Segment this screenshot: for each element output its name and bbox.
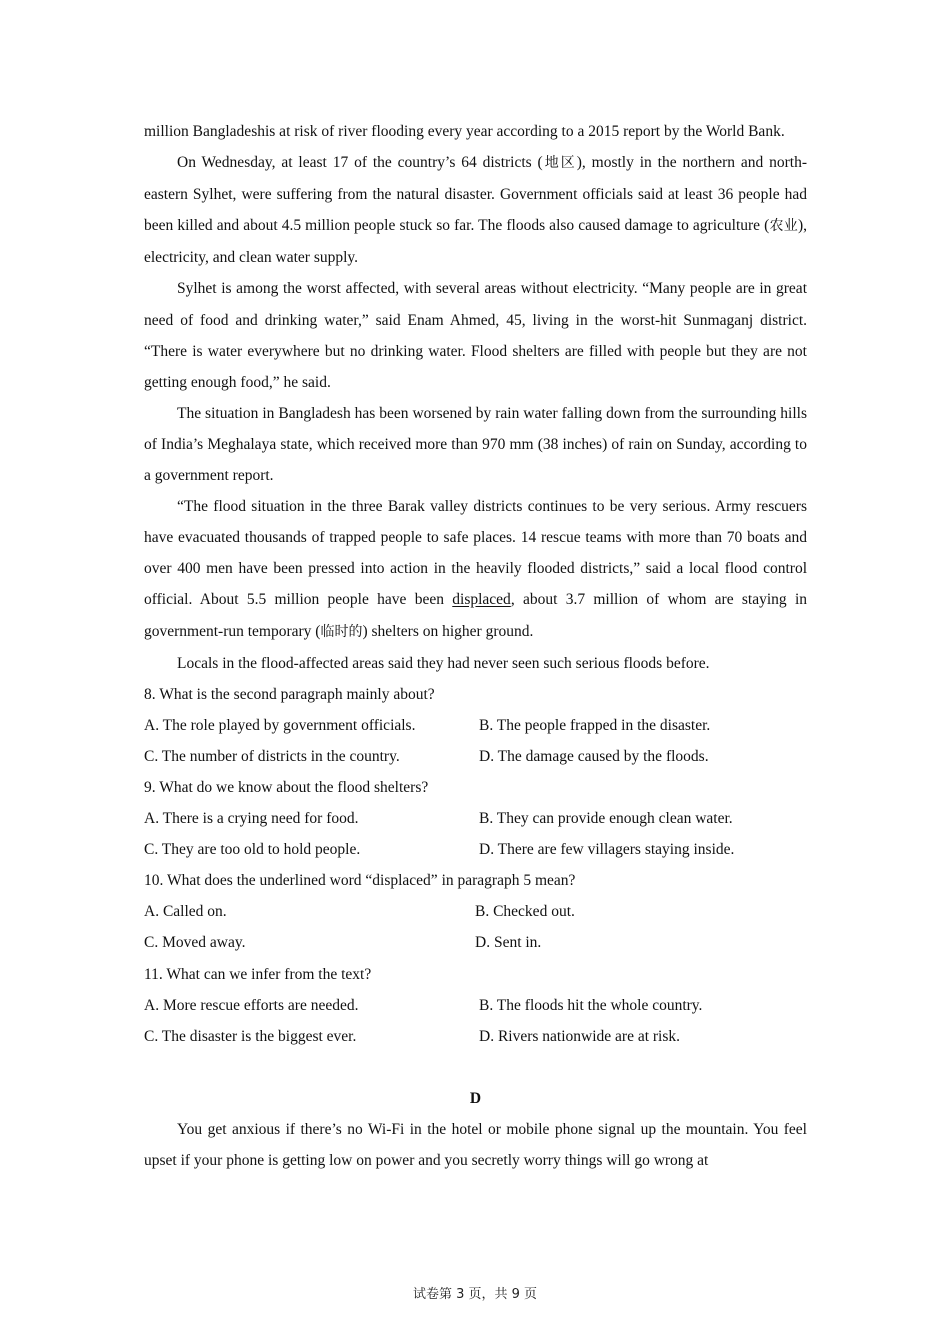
text-span: On Wednesday, at least 17 of the country’s 64 districts ( <box>177 154 543 172</box>
option-b: B. They can provide enough clean water. <box>479 810 733 828</box>
option-d: D. There are few villagers staying inside. <box>479 841 735 859</box>
question-stem: 9. What do we know about the flood shelters? <box>144 778 429 796</box>
passage-c-paragraph-2 <box>144 147 807 273</box>
chinese-gloss: 临时的 <box>320 623 363 640</box>
passage-d-title: D <box>469 1089 482 1107</box>
text-span: “The flood situation in the three Barak valley districts continues to be very serious. Army rescuers have evacuated thousands of trapped people to safe places. 14 rescue teams with more than 70 boats and over 400 men have been pressed into action in the heavily flooded districts,” said a local flood control official. About 5.5 million people have been <box>144 498 807 609</box>
option-c: C. The number of districts in the country. <box>144 747 400 765</box>
exam-page <box>144 116 807 1176</box>
text-span: ), electricity, and clean water supply. <box>144 217 807 267</box>
option-a: A. Called on. <box>144 903 227 921</box>
option-d: D. The damage caused by the floods. <box>479 747 709 765</box>
question-11 <box>144 959 807 1052</box>
underlined-word: displaced <box>452 591 511 609</box>
option-c: C. Moved away. <box>144 934 246 952</box>
option-c: C. They are too old to hold people. <box>144 841 361 859</box>
option-c: C. The disaster is the biggest ever. <box>144 1027 357 1045</box>
passage-d-paragraph-1: You get anxious if there’s no Wi-Fi in the hotel or mobile phone signal up the mountain. You feel upset if your phone is getting low on power and you secretly worry things will go wrong at <box>144 1120 807 1169</box>
page-footer: 试卷第 3 页，共 9 页 <box>412 1287 538 1302</box>
text-span: , about 3.7 million of whom are staying in government-run temporary ( <box>144 591 808 640</box>
passage-c-paragraph-5 <box>144 491 807 647</box>
question-stem: 11. What can we infer from the text? <box>144 965 372 983</box>
passage-c-paragraph-1: million Bangladeshis at risk of river flooding every year according to a 2015 report by the World Bank. <box>144 123 785 140</box>
text-span: ), mostly in the northern and north-eastern Sylhet, were suffering from the natural disaster. Government officials said at least 36 people had been killed and about 4.5 million people stuck so far. The floods also caused damage to agriculture ( <box>144 154 808 235</box>
question-stem: 10. What does the underlined word “displaced” in paragraph 5 mean? <box>144 872 576 890</box>
option-d: D. Sent in. <box>475 934 542 952</box>
chinese-gloss: 农业 <box>769 218 798 235</box>
option-b: B. The floods hit the whole country. <box>479 996 703 1014</box>
option-d: D. Rivers nationwide are at risk. <box>479 1027 681 1045</box>
option-row <box>144 1021 807 1052</box>
question-9 <box>144 772 807 865</box>
chinese-gloss: 地区 <box>542 155 577 172</box>
option-a: A. There is a crying need for food. <box>144 810 359 828</box>
option-row <box>144 803 807 834</box>
question-10 <box>144 865 807 958</box>
option-row <box>144 710 807 741</box>
question-stem: 8. What is the second paragraph mainly about? <box>144 685 435 703</box>
question-8 <box>144 679 807 772</box>
option-row <box>144 896 807 927</box>
passage-c-paragraph-4: The situation in Bangladesh has been worsened by rain water falling down from the surrounding hills of India’s Meghalaya state, which received more than 970 mm (38 inches) of rain on Sunday, according to a government report. <box>144 404 807 485</box>
option-b: B. Checked out. <box>475 903 575 921</box>
option-row <box>144 834 807 865</box>
option-row <box>144 927 807 958</box>
option-a: A. The role played by government officials. <box>144 716 416 734</box>
option-row <box>144 990 807 1021</box>
option-a: A. More rescue efforts are needed. <box>144 996 359 1014</box>
passage-c-paragraph-6: Locals in the flood-affected areas said they had never seen such serious floods before. <box>177 654 710 672</box>
passage-c-paragraph-3: Sylhet is among the worst affected, with several areas without electricity. “Many people are in great need of food and drinking water,” said Enam Ahmed, 45, living in the worst-hit Sunmaganj district. “There is water everywhere but no drinking water. Flood shelters are filled with people but they are not getting enough food,” he said. <box>144 280 807 391</box>
text-span: ) shelters on higher ground. <box>362 622 534 640</box>
option-b: B. The people frapped in the disaster. <box>479 716 711 734</box>
option-row <box>144 741 807 772</box>
